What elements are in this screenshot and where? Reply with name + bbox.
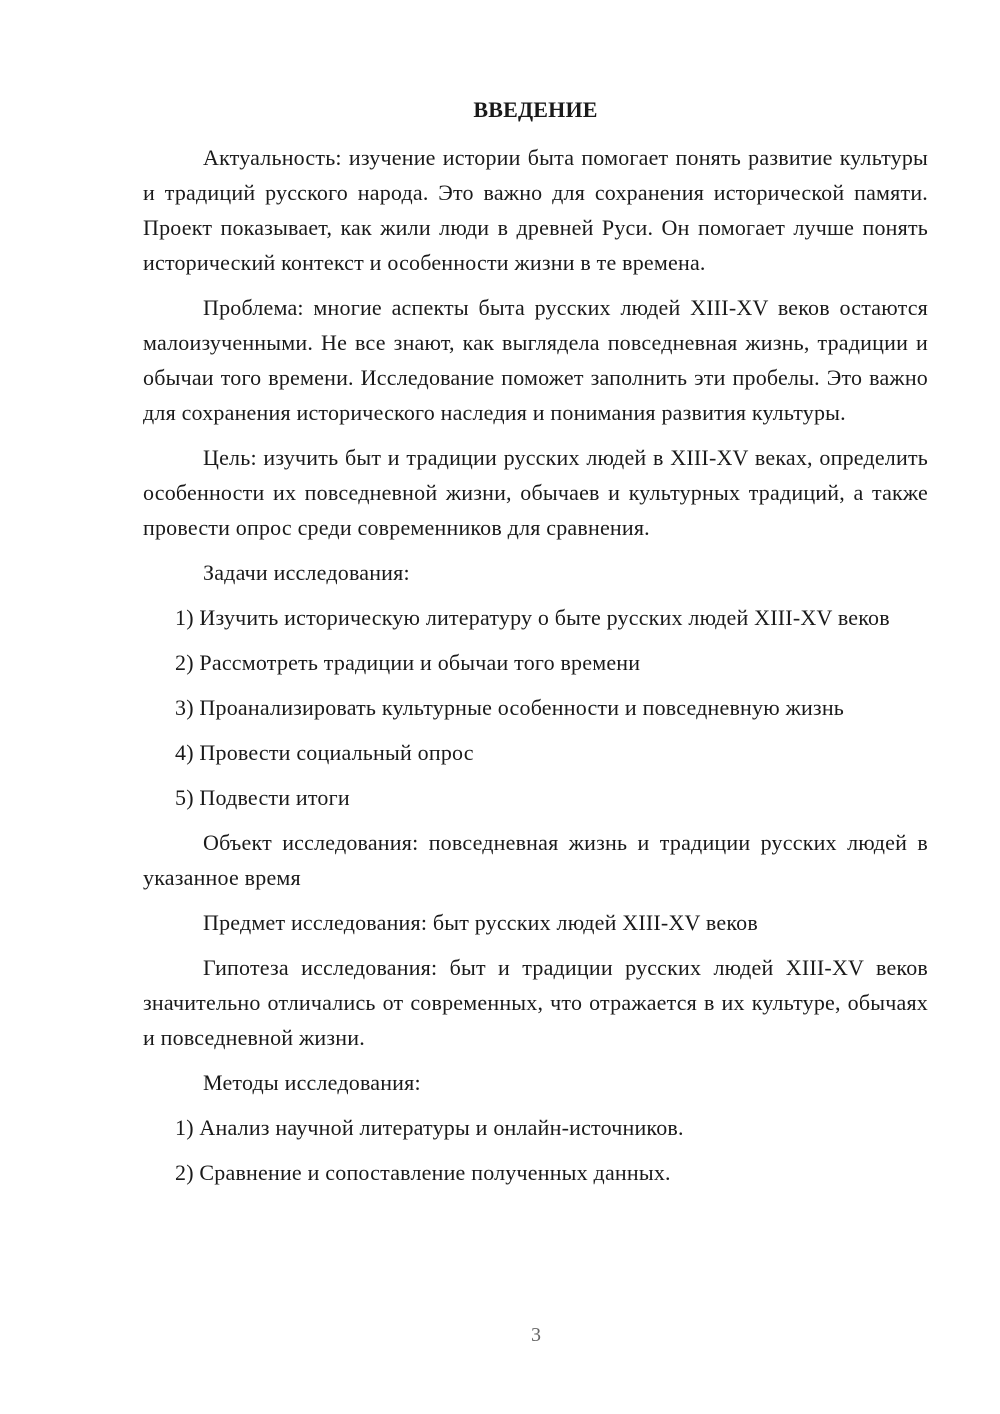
methods-heading: Методы исследования: bbox=[203, 1070, 421, 1095]
subject-paragraph: Предмет исследования: быт русских людей XIII-XV веков bbox=[203, 910, 758, 935]
document-page bbox=[143, 95, 928, 1200]
goal-paragraph: Цель: изучить быт и традиции русских людей в XIII-XV веках, определить особенности их повседневной жизни, обычаев и культурных традиций, а также провести опрос среди современников для сравнения. bbox=[143, 445, 928, 540]
method-item-1: 1) Анализ научной литературы и онлайн-источников. bbox=[175, 1115, 684, 1140]
problem-paragraph: Проблема: многие аспекты быта русских людей XIII-XV веков остаются малоизученными. Не все знают, как выглядела повседневная жизнь, традиции и обычаи того времени. Исследование поможет заполнить эти пробелы. Это важно для сохранения исторического наследия и понимания развития культуры. bbox=[143, 295, 928, 425]
object-paragraph: Объект исследования: повседневная жизнь и традиции русских людей в указанное время bbox=[143, 830, 928, 890]
task-item-4: 4) Провести социальный опрос bbox=[175, 740, 474, 765]
tasks-heading: Задачи исследования: bbox=[203, 560, 410, 585]
method-item-2: 2) Сравнение и сопоставление полученных данных. bbox=[175, 1160, 671, 1185]
task-item-1: 1) Изучить историческую литературу о быте русских людей XIII-XV веков bbox=[175, 605, 890, 630]
task-item-2: 2) Рассмотреть традиции и обычаи того времени bbox=[175, 650, 641, 675]
page-number: 3 bbox=[531, 1324, 541, 1346]
relevance-paragraph: Актуальность: изучение истории быта помогает понять развитие культуры и традиций русского народа. Это важно для сохранения исторической памяти. Проект показывает, как жили люди в древней Руси. Он помогает лучше понять исторический контекст и особенности жизни в те времена. bbox=[143, 145, 928, 275]
hypothesis-paragraph: Гипотеза исследования: быт и традиции русских людей XIII-XV веков значительно отличались от современных, что отражается в их культуре, обычаях и повседневной жизни. bbox=[143, 955, 928, 1050]
page-title: ВВЕДЕНИЕ bbox=[473, 97, 598, 122]
task-item-3: 3) Проанализировать культурные особенности и повседневную жизнь bbox=[175, 695, 845, 720]
task-item-5: 5) Подвести итоги bbox=[175, 785, 350, 810]
